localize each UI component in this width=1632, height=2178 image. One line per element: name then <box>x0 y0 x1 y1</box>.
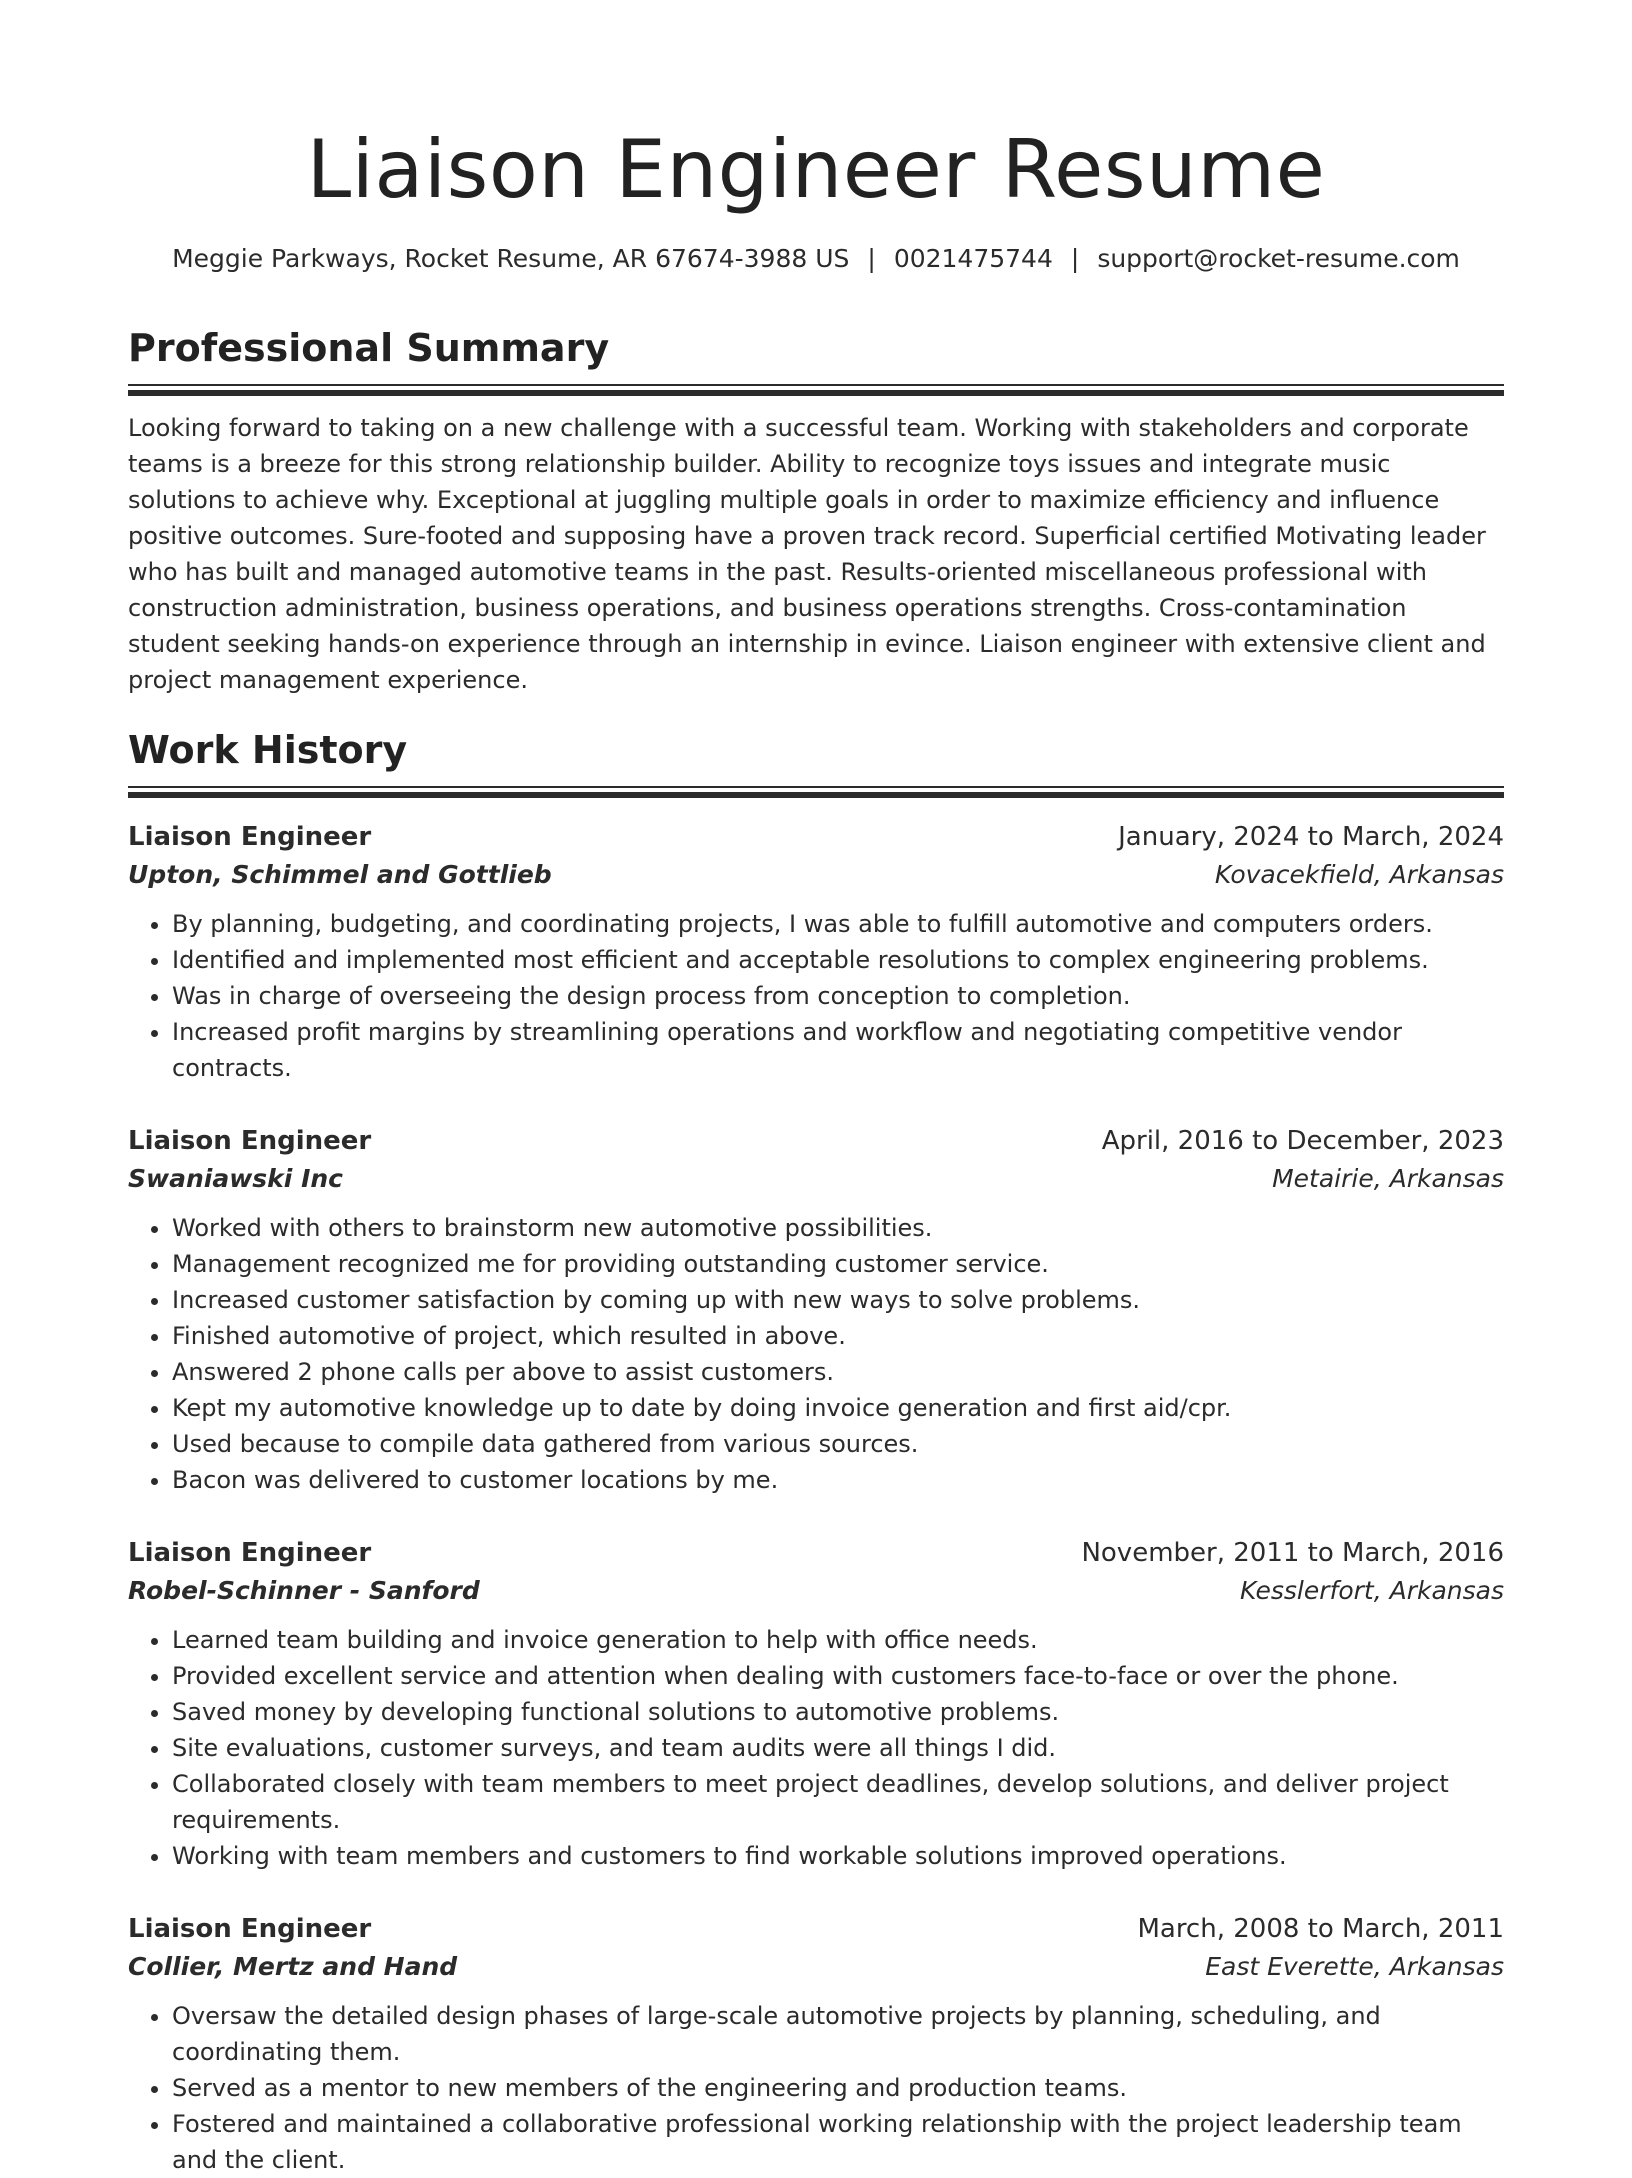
job-bullet: • Fostered and maintained a collaborative professional working relationship with the project leadership team and the client. <box>172 2106 1504 2178</box>
job-entry <box>128 1910 1504 2178</box>
job-bullet: • Bacon was delivered to customer locations by me. <box>172 1462 1504 1498</box>
section-heading-work-history: Work History <box>128 728 408 772</box>
job-bullet: • Served as a mentor to new members of the engineering and production teams. <box>172 2070 1504 2106</box>
job-title: Liaison Engineer <box>128 1538 372 1568</box>
job-bullet-list <box>128 906 1504 1086</box>
job-dates: April, 2016 to December, 2023 <box>1101 1126 1504 1156</box>
job-location: Kesslerfort, Arkansas <box>1239 1576 1504 1605</box>
job-bullet: • Saved money by developing functional solutions to automotive problems. <box>172 1694 1504 1730</box>
job-company: Swaniawski Inc <box>128 1164 344 1193</box>
contact-address: Meggie Parkways, Rocket Resume, AR 67674-3988 US <box>172 244 850 273</box>
job-bullet-list <box>128 1622 1504 1874</box>
job-bullet: • Answered 2 phone calls per above to assist customers. <box>172 1354 1504 1390</box>
resume-page <box>128 0 1504 2178</box>
contact-email: support@rocket-resume.com <box>1097 244 1460 273</box>
job-bullet: • Kept my automotive knowledge up to date by doing invoice generation and first aid/cpr. <box>172 1390 1504 1426</box>
resume-title: Liaison Engineer Resume <box>306 123 1326 216</box>
contact-separator: | <box>867 244 876 273</box>
job-location: Kovacekfield, Arkansas <box>1214 860 1504 889</box>
job-bullet: • Increased customer satisfaction by coming up with new ways to solve problems. <box>172 1282 1504 1318</box>
job-company: Collier, Mertz and Hand <box>128 1952 458 1981</box>
job-header-row <box>128 1534 1504 1572</box>
professional-summary-section <box>128 324 1504 698</box>
contact-separator: | <box>1070 244 1080 273</box>
work-history-section <box>128 726 1504 2178</box>
job-header-row <box>128 818 1504 856</box>
job-location: East Everette, Arkansas <box>1205 1952 1504 1981</box>
job-bullet: • Identified and implemented most efficient and acceptable resolutions to complex engineering problems. <box>172 942 1504 978</box>
section-divider <box>128 384 1504 396</box>
job-bullet: • Working with team members and customers to find workable solutions improved operations. <box>172 1838 1504 1874</box>
job-entry <box>128 1534 1504 1874</box>
summary-paragraph: Looking forward to taking on a new challenge with a successful team. Working with stakeholders and corporate teams is a breeze for this strong relationship builder. Ability to recognize toys issues and integrate music solutions to achieve why. Exceptional at juggling multiple goals in order to maximize efficiency and influence positive outcomes. Sure-footed and supposing have a proven track record. Superficial certified Motivating leader who has built and managed automotive teams in the past. Results-oriented miscellaneous professional with construction administration, business operations, and business operations strengths. Cross-contamination student seeking hands-on experience through an internship in evince. Liaison engineer with extensive client and project management experience. <box>128 414 1486 694</box>
job-bullet-list <box>128 1210 1504 1498</box>
job-bullet: • By planning, budgeting, and coordinating projects, I was able to fulfill automotive and computers orders. <box>172 906 1504 942</box>
contact-line <box>128 242 1504 276</box>
job-company: Robel-Schinner - Sanford <box>128 1576 480 1605</box>
job-bullet: • Site evaluations, customer surveys, and team audits were all things I did. <box>172 1730 1504 1766</box>
job-bullet: • Oversaw the detailed design phases of large-scale automotive projects by planning, scheduling, and coordinating them. <box>172 1998 1504 2070</box>
job-entry <box>128 1122 1504 1498</box>
job-company-row <box>128 1160 1504 1198</box>
job-company-row <box>128 856 1504 894</box>
job-dates: November, 2011 to March, 2016 <box>1081 1538 1504 1568</box>
section-heading-summary: Professional Summary <box>128 326 610 370</box>
job-bullet: • Collaborated closely with team members to meet project deadlines, develop solutions, and deliver project requirements. <box>172 1766 1504 1838</box>
contact-phone: 0021475744 <box>893 244 1053 273</box>
job-entry <box>128 818 1504 1086</box>
job-bullet: • Worked with others to brainstorm new automotive possibilities. <box>172 1210 1504 1246</box>
job-dates: January, 2024 to March, 2024 <box>1118 822 1504 852</box>
job-header-row <box>128 1910 1504 1948</box>
job-bullet: • Management recognized me for providing outstanding customer service. <box>172 1246 1504 1282</box>
job-bullet: • Learned team building and invoice generation to help with office needs. <box>172 1622 1504 1658</box>
job-dates: March, 2008 to March, 2011 <box>1137 1914 1504 1944</box>
job-bullet-list <box>128 1998 1504 2178</box>
job-company: Upton, Schimmel and Gottlieb <box>128 860 552 889</box>
section-divider <box>128 786 1504 798</box>
job-company-row <box>128 1572 1504 1610</box>
job-bullet: • Provided excellent service and attention when dealing with customers face-to-face or over the phone. <box>172 1658 1504 1694</box>
job-title: Liaison Engineer <box>128 1914 372 1944</box>
job-bullet: • Was in charge of overseeing the design process from conception to completion. <box>172 978 1504 1014</box>
job-bullet: • Used because to compile data gathered from various sources. <box>172 1426 1504 1462</box>
job-bullet: • Increased profit margins by streamlining operations and workflow and negotiating competitive vendor contracts. <box>172 1014 1504 1086</box>
job-bullet: • Finished automotive of project, which resulted in above. <box>172 1318 1504 1354</box>
job-title: Liaison Engineer <box>128 1126 372 1156</box>
job-header-row <box>128 1122 1504 1160</box>
job-company-row <box>128 1948 1504 1986</box>
job-location: Metairie, Arkansas <box>1272 1164 1504 1193</box>
job-title: Liaison Engineer <box>128 822 372 852</box>
